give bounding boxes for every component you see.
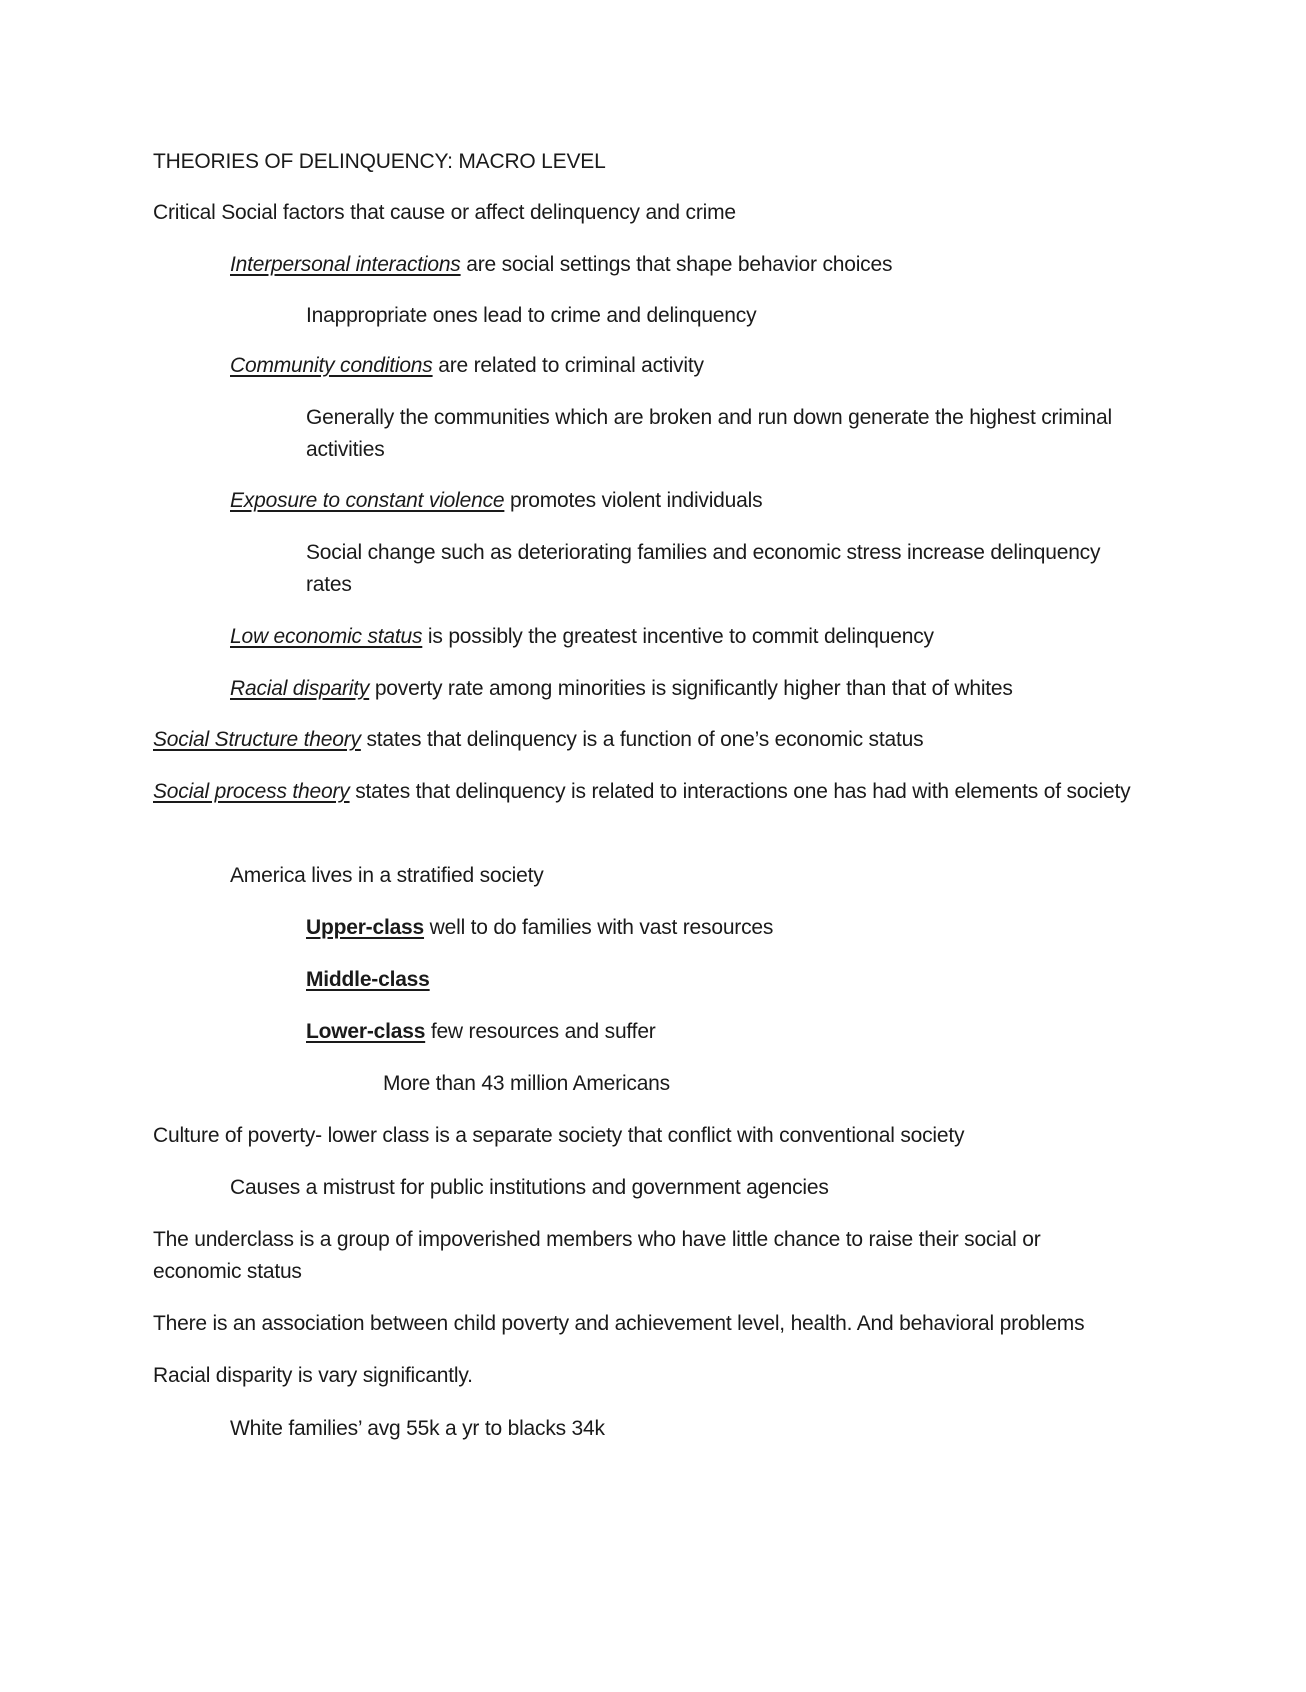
note-interpersonal: Inappropriate ones lead to crime and delinquency — [306, 304, 757, 327]
racial-disparity: Racial disparity is vary significantly. — [153, 1364, 473, 1387]
lower-class-note: More than 43 million Americans — [383, 1072, 670, 1095]
intro-line: Critical Social factors that cause or affect delinquency and crime — [153, 201, 736, 224]
document-title: THEORIES OF DELINQUENCY: MACRO LEVEL — [153, 150, 606, 173]
definition: poverty rate among minorities is significantly higher than that of whites — [369, 677, 1013, 700]
term: Racial disparity — [230, 677, 370, 700]
definition: few resources and suffer — [425, 1020, 656, 1043]
term: Social Structure theory — [153, 728, 361, 751]
factor-racial — [230, 673, 1013, 705]
factor-interpersonal — [230, 249, 892, 281]
child-poverty: There is an association between child poverty and achievement level, health. And behavioral problems — [153, 1312, 1085, 1335]
definition: are related to criminal activity — [432, 354, 704, 377]
term: Upper-class — [306, 916, 425, 939]
term: Interpersonal interactions — [230, 253, 461, 276]
term: Social process theory — [153, 780, 350, 803]
term: Exposure to constant violence — [230, 489, 505, 512]
definition: well to do families with vast resources — [424, 916, 774, 939]
class-upper — [306, 912, 773, 944]
term: Lower-class — [306, 1020, 426, 1043]
definition: states that delinquency is a function of one’s economic status — [360, 728, 924, 751]
class-middle — [306, 964, 430, 996]
term: Low economic status — [230, 625, 423, 648]
theory-social-structure — [153, 724, 923, 756]
stratified-society: America lives in a stratified society — [230, 864, 544, 887]
definition: states that delinquency is related to interactions one has had with elements of society — [349, 780, 1131, 803]
factor-violence — [230, 485, 762, 517]
theory-social-process — [153, 776, 1133, 808]
term: Community conditions — [230, 354, 433, 377]
factor-community — [230, 350, 704, 382]
note-community: Generally the communities which are broken and run down generate the highest criminal activities — [306, 406, 1112, 461]
culture-of-poverty: Culture of poverty- lower class is a separate society that conflict with conventional society — [153, 1124, 965, 1147]
factor-economic — [230, 621, 934, 653]
definition: are social settings that shape behavior choices — [460, 253, 893, 276]
note-violence: Social change such as deteriorating families and economic stress increase delinquency rates — [306, 541, 1101, 596]
income-note: White families’ avg 55k a yr to blacks 34k — [230, 1417, 605, 1440]
culture-note: Causes a mistrust for public institutions and government agencies — [230, 1176, 829, 1199]
class-lower — [306, 1016, 656, 1048]
definition: promotes violent individuals — [504, 489, 763, 512]
term: Middle-class — [306, 968, 430, 991]
definition: is possibly the greatest incentive to commit delinquency — [422, 625, 934, 648]
underclass: The underclass is a group of impoverished members who have little chance to raise their social or economic status — [153, 1228, 1041, 1283]
